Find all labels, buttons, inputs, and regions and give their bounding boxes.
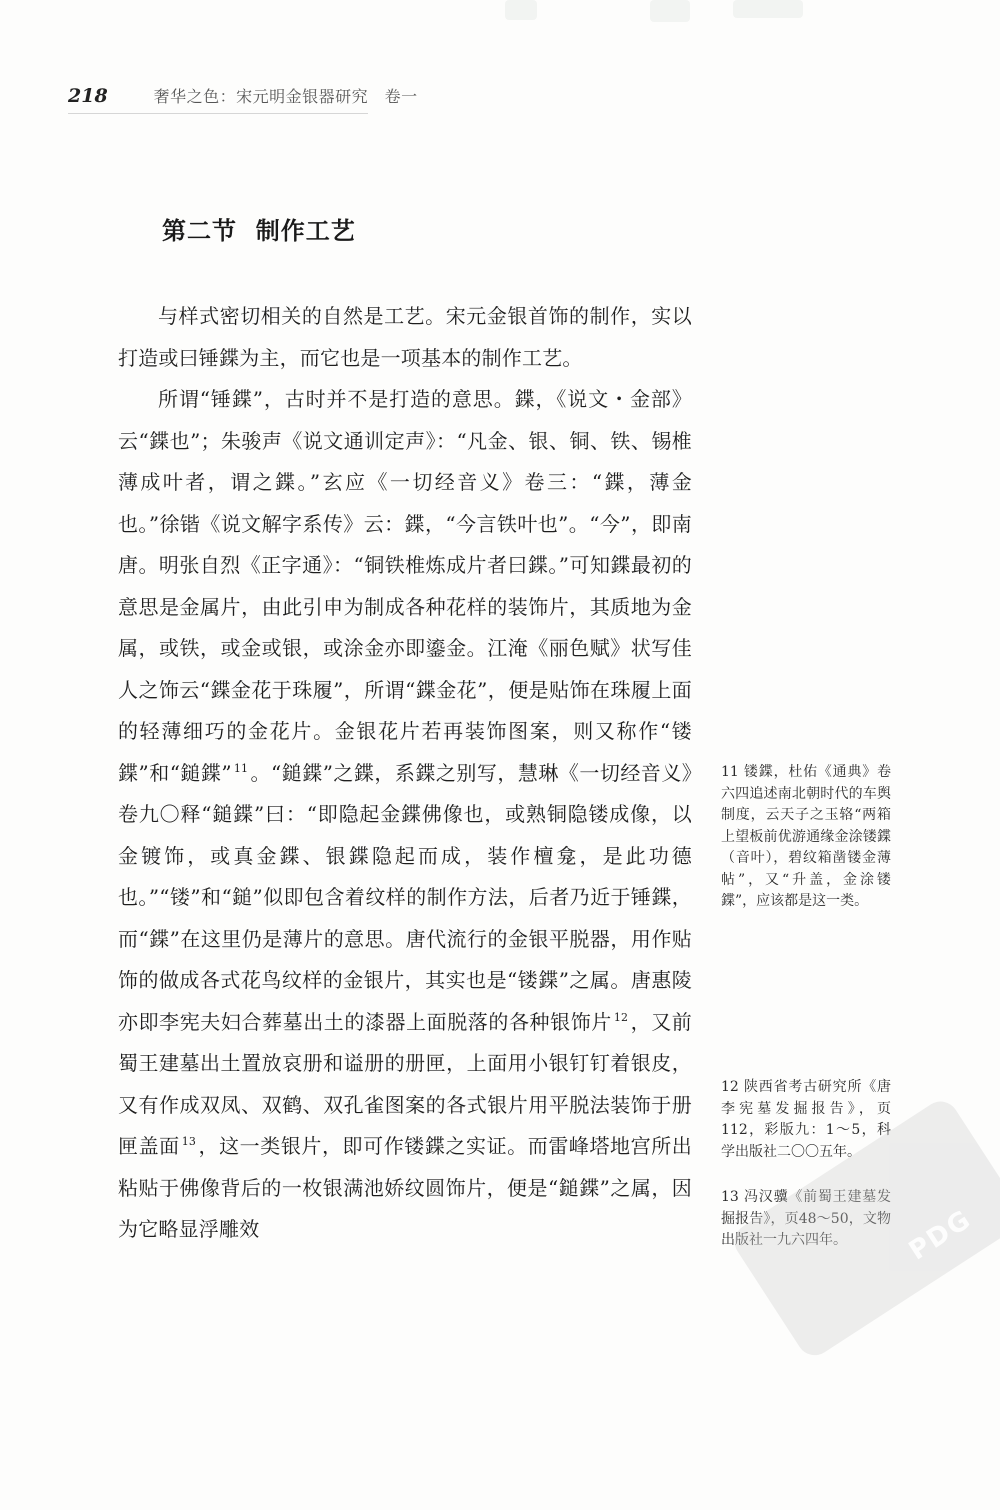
footnote-ref: 13 bbox=[181, 1135, 197, 1148]
page-number: 218 bbox=[68, 85, 108, 107]
scan-mark bbox=[505, 0, 537, 20]
footnote-ref: 11 bbox=[233, 761, 249, 775]
sidenote-11: 11 镂鍱，杜佑《通典》卷六四追述南北朝时代的车舆制度，云天子之玉辂“两箱上望板前优游通缘金涂镂鍱（音叶），碧纹箱凿镂金薄帖”，又“升盖，金涂镂鍱”，应该都是这一类。 bbox=[721, 764, 891, 909]
running-header bbox=[68, 84, 418, 110]
header-divider bbox=[68, 113, 368, 114]
scan-mark bbox=[733, 0, 803, 18]
paragraph: 与样式密切相关的自然是工艺。宋元金银首饰的制作，实以打造或曰锤鍱为主，而它也是一项基本的制作工艺。 bbox=[118, 304, 692, 370]
body-text bbox=[118, 296, 692, 1251]
scan-mark bbox=[650, 0, 690, 22]
sidenote-13: 13 冯汉骥《前蜀王建墓发掘报告》，页48～50，文物出版社一九六四年。 bbox=[721, 1189, 891, 1248]
paragraph bbox=[118, 379, 692, 1251]
section-title: 第二节 制作工艺 bbox=[162, 217, 356, 245]
running-title: 奢华之色：宋元明金银器研究 卷一 bbox=[153, 87, 418, 106]
paragraph-text: ，又前蜀王建墓出土置放哀册和谥册的册匣，上面用小银钉钉着银皮，又有作成双凤、双鹤、双孔雀图案的各式银片用平脱法装饰于册匣盖面 bbox=[118, 1009, 692, 1158]
paragraph-text: 。“鎚鍱”之鍱，系鍱之别写，慧琳《一切经音义》卷九〇释“鎚鍱”曰：“即隐起金鍱佛像也，或熟铜隐镂成像，以金镀饰，或真金鍱、银鍱隐起而成，装作檀龛，是此功德也。”“镂”和“鎚”似即包含着纹样的制作方法，后者乃近于锤鍱，而“鍱”在这里仍是薄片的意思。唐代流行的金银平脱器，用作贴饰的做成各式花鸟纹样的金银片，其实也是“镂鍱”之属。唐惠陵亦即李宪夫妇合葬墓出土的漆器上面脱落的各种银饰片 bbox=[118, 760, 692, 1034]
watermark-text: PDG bbox=[903, 1204, 978, 1267]
footnote-ref: 12 bbox=[613, 1010, 629, 1024]
sidenote-12: 12 陕西省考古研究所《唐李宪墓发掘报告》，页112，彩版九：1～5，科学出版社二〇〇五年。 bbox=[721, 1079, 891, 1160]
paragraph-text: 所谓“锤鍱”，古时并不是打造的意思。鍱，《说文・金部》云“鍱也”；朱骏声《说文通训定声》：“凡金、银、铜、铁、锡椎薄成叶者，谓之鍱。”玄应《一切经音义》卷三：“鍱，薄金也。”徐锴《说文解字系传》云：鍱，“今言铁叶也”。“今”，即南唐。明张自烈《正字通》：“铜铁椎炼成片者曰鍱。”可知鍱最初的意思是金属片，由此引申为制成各种花样的装饰片，其质地为金属，或铁，或金或银，或涂金亦即鎏金。江淹《丽色赋》状写佳人之饰云“鍱金花于珠履”，所谓“鍱金花”，便是贴饰在珠履上面的轻薄细巧的金花片。金银花片若再装饰图案，则又称作“镂鍱”和“鎚鍱” bbox=[118, 387, 692, 785]
paragraph-text: ，这一类银片，即可作镂鍱之实证。而雷峰塔地宫所出粘贴于佛像背后的一枚银满池娇纹圆饰片，便是“鎚鍱”之属，因为它略显浮雕效 bbox=[118, 1134, 692, 1241]
